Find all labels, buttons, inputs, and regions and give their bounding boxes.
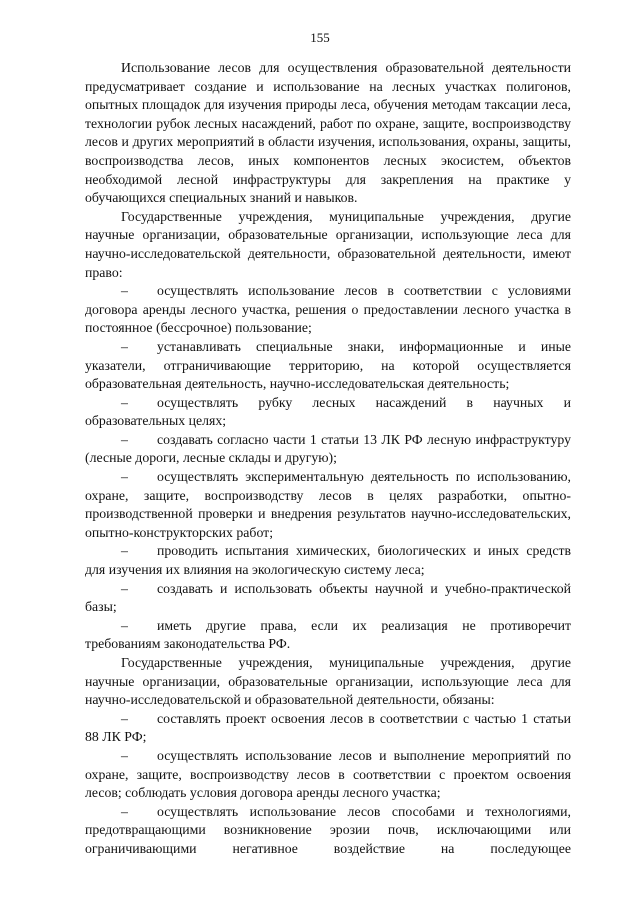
paragraph: Государственные учреждения, муниципальные учреждения, другие научные организации, образовательные организации, использующие леса для научно-исследовательской деятельности, образовательной деятельности, имеют право: [85, 208, 571, 280]
list-item [85, 282, 571, 338]
list-item-text: создавать согласно части 1 статьи 13 ЛК РФ лесную инфраструктуру (лесные дороги, лесные склады и другую); [85, 431, 571, 466]
dash-marker: – [121, 469, 128, 485]
list-item [85, 580, 571, 617]
dash-marker: – [121, 617, 128, 633]
dash-marker: – [121, 431, 128, 447]
list-item [85, 338, 571, 394]
list-item [85, 431, 571, 468]
list-item-text: проводить испытания химических, биологических и иных средств для изучения их влияния на экологическую систему леса; [85, 543, 571, 578]
page-number: 155 [310, 30, 330, 45]
list-item-text: иметь другие права, если их реализация не противоречит требованиям законодательства РФ. [85, 617, 571, 652]
paragraph: Использование лесов для осуществления образовательной деятельности предусматривает создание и использование на лесных участках полигонов, опытных площадок для изучения природы леса, обучения методам таксации леса, технологии рубок лесных насаждений, работ по охране, защите, воспроизводству лесов и других мероприятий в области изучения, использования, охраны, защиты, воспроизводства лесов, иных компонентов лесных экосистем, объектов необходимой лесной инфраструктуры для закрепления на практике у обучающихся специальных знаний и навыков. [85, 60, 571, 206]
dash-marker: – [121, 747, 128, 763]
list-item-text: устанавливать специальные знаки, информационные и иные указатели, отграничивающие территорию, на которой осуществляется образовательная деятельность, научно-исследовательская деятельность; [85, 338, 571, 392]
list-item-text: осуществлять использование лесов способами и технологиями, предотвращающими возникновение эрозии почв, исключающими или ограничивающими негативное воздействие на последующее [85, 803, 571, 856]
document-body [85, 59, 571, 859]
list-item [85, 803, 571, 859]
list-item [85, 468, 571, 542]
list-item [85, 710, 571, 747]
list-item [85, 617, 571, 654]
list-item-text: составлять проект освоения лесов в соответствии с частью 1 статьи 88 ЛК РФ; [85, 710, 571, 745]
dash-marker: – [121, 710, 128, 726]
dash-marker: – [121, 543, 128, 559]
list-item [85, 394, 571, 431]
dash-marker: – [121, 338, 128, 354]
dash-marker: – [121, 394, 128, 410]
list-item [85, 542, 571, 579]
list-item-text: осуществлять использование лесов в соответствии с условиями договора аренды лесного участка, решения о предоставлении лесного участка в постоянное (бессрочное) пользование; [85, 283, 571, 336]
dash-marker: – [121, 580, 128, 596]
dash-marker: – [121, 283, 128, 299]
list-item-text: осуществлять рубку лесных насаждений в научных и образовательных целях; [85, 394, 571, 429]
list-item-text: осуществлять экспериментальную деятельность по использованию, охране, защите, воспроизводству лесов в целях разработки, опытно-производственной проверки и внедрения результатов научно-исследовательских, опытно-конструкторских работ; [85, 469, 571, 540]
list-item-text: осуществлять использование лесов и выполнение мероприятий по охране, защите, воспроизводству лесов в соответствии с проектом освоения лесов; соблюдать условия договора аренды лесного участка; [85, 747, 571, 801]
list-item-text: создавать и использовать объекты научной и учебно-практической базы; [85, 580, 571, 615]
list-item [85, 747, 571, 803]
paragraph: Государственные учреждения, муниципальные учреждения, другие научные организации, образовательные организации, использующие леса для научно-исследовательской и образовательной деятельности, обязаны: [85, 655, 571, 708]
dash-marker: – [121, 803, 128, 819]
